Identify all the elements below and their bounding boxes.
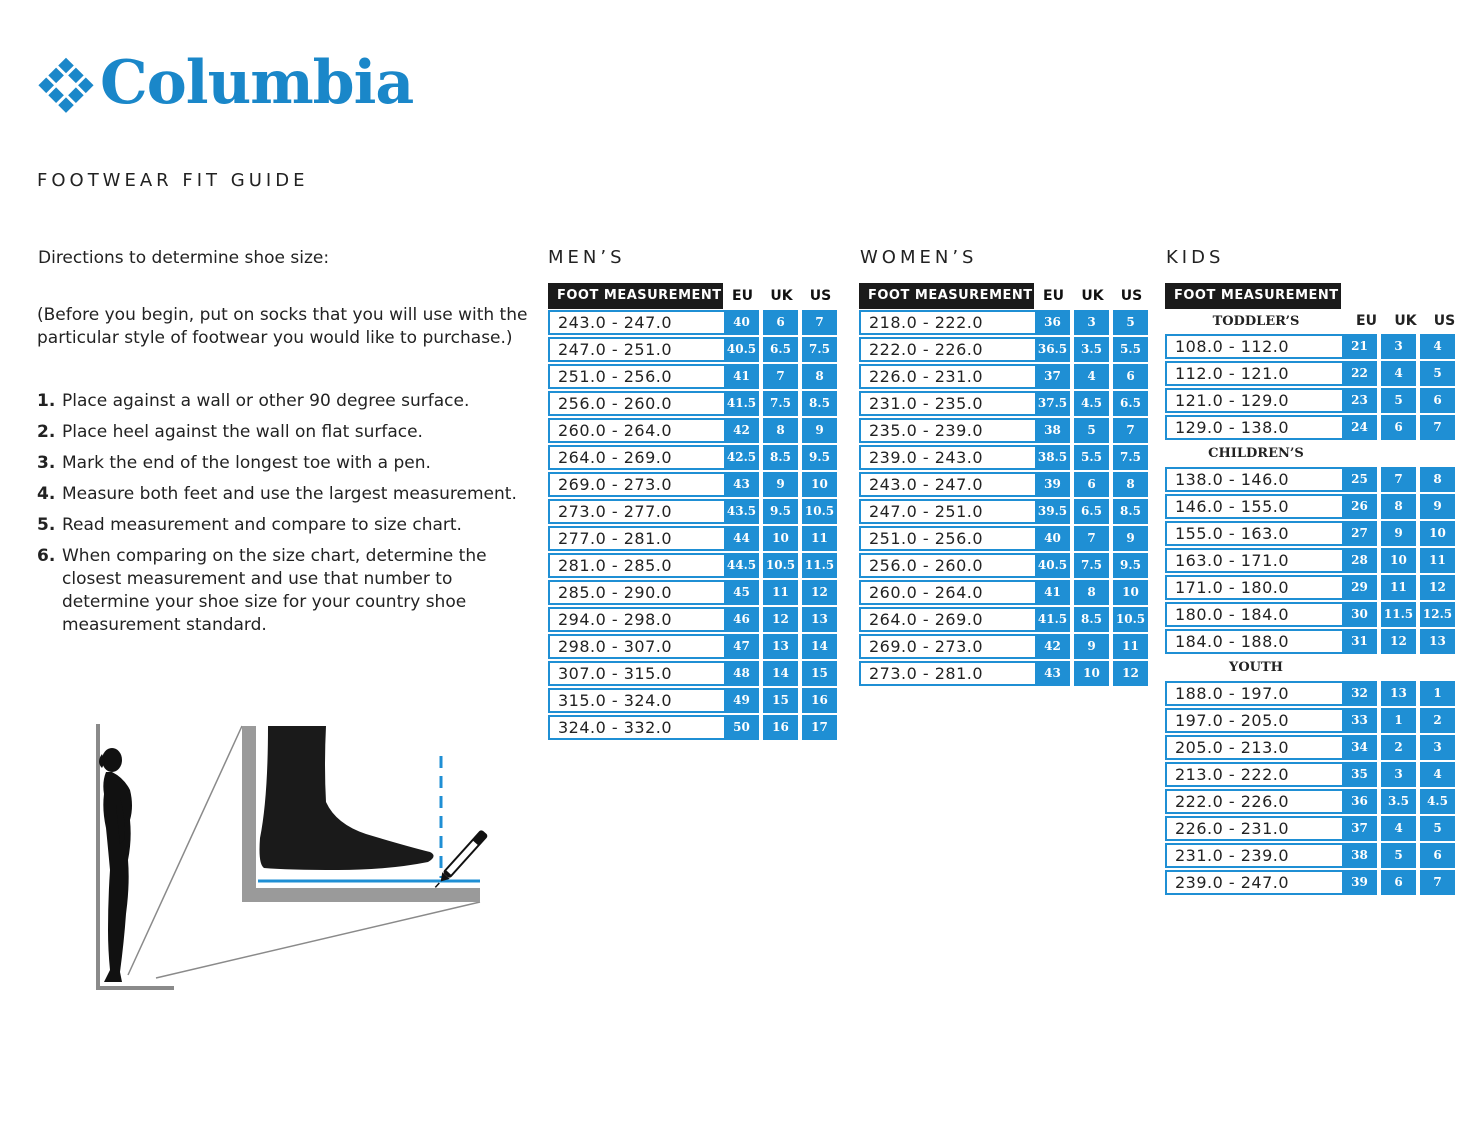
foot-icon (260, 726, 434, 870)
directions-heading: Directions to determine shoe size: (38, 248, 330, 268)
table-row (548, 687, 840, 714)
uk-size-cell: 12 (1381, 629, 1416, 654)
us-size-cell: 7 (1420, 870, 1455, 895)
direction-step (37, 390, 532, 413)
foot-measurement-cell: 251.0 - 256.0 (859, 526, 1035, 551)
us-size-cell: 11 (1420, 548, 1455, 573)
uk-size-cell: 9 (1381, 521, 1416, 546)
eu-size-cell: 25 (1342, 467, 1377, 492)
foot-measurement-cell: 247.0 - 251.0 (859, 499, 1035, 524)
table-row (859, 660, 1151, 687)
table-row (548, 714, 840, 741)
us-size-cell: 10.5 (802, 499, 837, 524)
us-size-cell: 2 (1420, 708, 1455, 733)
table-row (1165, 601, 1464, 628)
uk-size-cell: 7.5 (763, 391, 798, 416)
uk-size-cell: 10 (1381, 548, 1416, 573)
step-text: Place against a wall or other 90 degree surface. (62, 391, 470, 411)
uk-size-cell: 8 (1381, 494, 1416, 519)
step-text: Measure both feet and use the largest measurement. (62, 484, 517, 504)
foot-measurement-cell: 251.0 - 256.0 (548, 364, 724, 389)
table-row (859, 309, 1151, 336)
table-row (859, 552, 1151, 579)
us-size-cell: 8 (1420, 467, 1455, 492)
eu-size-cell: 36 (1342, 789, 1377, 814)
table-row (859, 579, 1151, 606)
table-row (548, 606, 840, 633)
foot-measurement-cell: 285.0 - 290.0 (548, 580, 724, 605)
foot-measurement-cell: 315.0 - 324.0 (548, 688, 724, 713)
foot-measurement-cell: 155.0 - 163.0 (1165, 521, 1342, 546)
eu-size-cell: 44.5 (724, 553, 759, 578)
us-size-cell: 12.5 (1420, 602, 1455, 627)
table-header (859, 283, 1151, 309)
foot-measurement-cell: 256.0 - 260.0 (548, 391, 724, 416)
uk-size-cell: 5 (1381, 388, 1416, 413)
uk-size-cell: 8.5 (1074, 607, 1109, 632)
step-text: Read measurement and compare to size chart. (62, 515, 462, 535)
foot-measurement-cell: 108.0 - 112.0 (1165, 334, 1342, 359)
eu-size-cell: 42 (1035, 634, 1070, 659)
eu-size-cell: 29 (1342, 575, 1377, 600)
us-size-cell: 6.5 (1113, 391, 1148, 416)
eu-size-cell: 47 (724, 634, 759, 659)
foot-measurement-cell: 273.0 - 277.0 (548, 499, 724, 524)
foot-measurement-cell: 243.0 - 247.0 (859, 472, 1035, 497)
us-size-cell: 5.5 (1113, 337, 1148, 362)
foot-measurement-cell: 235.0 - 239.0 (859, 418, 1035, 443)
foot-measurement-cell: 298.0 - 307.0 (548, 634, 724, 659)
step-number: 3. (37, 453, 56, 473)
us-size-cell: 9.5 (1113, 553, 1148, 578)
uk-size-cell: 8 (1074, 580, 1109, 605)
table-row (1165, 493, 1464, 520)
uk-size-cell: 7 (1074, 526, 1109, 551)
header-eu: EU (1356, 313, 1377, 329)
foot-measurement-cell: 218.0 - 222.0 (859, 310, 1035, 335)
us-size-cell: 6 (1113, 364, 1148, 389)
us-size-cell: 16 (802, 688, 837, 713)
us-size-cell: 13 (1420, 629, 1455, 654)
header-foot-measurement: FOOT MEASUREMENT (1165, 283, 1341, 309)
header-eu: EU (1043, 288, 1064, 304)
measurement-illustration (90, 720, 510, 1000)
table-row (1165, 842, 1464, 869)
step-number: 4. (37, 484, 56, 504)
eu-size-cell: 41.5 (724, 391, 759, 416)
us-size-cell: 6 (1420, 843, 1455, 868)
uk-size-cell: 4.5 (1074, 391, 1109, 416)
foot-measurement-cell: 222.0 - 226.0 (1165, 789, 1342, 814)
table-row (548, 579, 840, 606)
us-size-cell: 9.5 (802, 445, 837, 470)
foot-measurement-cell: 231.0 - 235.0 (859, 391, 1035, 416)
table-header (548, 283, 840, 309)
eu-size-cell: 41.5 (1035, 607, 1070, 632)
eu-size-cell: 46 (724, 607, 759, 632)
eu-size-cell: 40 (724, 310, 759, 335)
us-size-cell: 3 (1420, 735, 1455, 760)
foot-measurement-cell: 264.0 - 269.0 (548, 445, 724, 470)
table-row (1165, 680, 1464, 707)
us-size-cell: 17 (802, 715, 837, 740)
foot-measurement-cell: 205.0 - 213.0 (1165, 735, 1342, 760)
foot-measurement-cell: 112.0 - 121.0 (1165, 361, 1342, 386)
foot-measurement-cell: 171.0 - 180.0 (1165, 575, 1342, 600)
eu-size-cell: 24 (1342, 415, 1377, 440)
eu-size-cell: 33 (1342, 708, 1377, 733)
eu-size-cell: 40.5 (724, 337, 759, 362)
uk-size-cell: 5 (1074, 418, 1109, 443)
foot-measurement-cell: 197.0 - 205.0 (1165, 708, 1342, 733)
uk-size-cell: 6 (1381, 415, 1416, 440)
table-row (548, 471, 840, 498)
eu-size-cell: 34 (1342, 735, 1377, 760)
eu-size-cell: 38.5 (1035, 445, 1070, 470)
us-size-cell: 7.5 (802, 337, 837, 362)
uk-size-cell: 10 (1074, 661, 1109, 686)
uk-size-cell: 9 (763, 472, 798, 497)
us-size-cell: 15 (802, 661, 837, 686)
direction-step (37, 545, 532, 637)
step-text: Mark the end of the longest toe with a pen. (62, 453, 431, 473)
uk-size-cell: 15 (763, 688, 798, 713)
table-row (548, 336, 840, 363)
us-size-cell: 9 (1113, 526, 1148, 551)
table-row (1165, 360, 1464, 387)
table-row (859, 390, 1151, 417)
foot-measurement-cell: 269.0 - 273.0 (859, 634, 1035, 659)
us-size-cell: 5 (1420, 816, 1455, 841)
uk-size-cell: 3 (1381, 334, 1416, 359)
kids-group-label: CHILDREN’S (1208, 446, 1304, 461)
uk-size-cell: 13 (1381, 681, 1416, 706)
table-row (859, 606, 1151, 633)
us-size-cell: 10 (1420, 521, 1455, 546)
table-row (859, 498, 1151, 525)
table-row (1165, 734, 1464, 761)
table-row (1165, 387, 1464, 414)
table-row (859, 525, 1151, 552)
eu-size-cell: 37 (1035, 364, 1070, 389)
foot-measurement-cell: 260.0 - 264.0 (859, 580, 1035, 605)
eu-size-cell: 31 (1342, 629, 1377, 654)
eu-size-cell: 32 (1342, 681, 1377, 706)
uk-size-cell: 10 (763, 526, 798, 551)
uk-size-cell: 6 (763, 310, 798, 335)
uk-size-cell: 9 (1074, 634, 1109, 659)
eu-size-cell: 27 (1342, 521, 1377, 546)
foot-measurement-cell: 324.0 - 332.0 (548, 715, 724, 740)
us-size-cell: 4.5 (1420, 789, 1455, 814)
uk-size-cell: 4 (1381, 816, 1416, 841)
eu-size-cell: 43.5 (724, 499, 759, 524)
table-row (548, 444, 840, 471)
table-row (1165, 466, 1464, 493)
eu-size-cell: 37.5 (1035, 391, 1070, 416)
foot-measurement-cell: 239.0 - 247.0 (1165, 870, 1342, 895)
foot-measurement-cell: 180.0 - 184.0 (1165, 602, 1342, 627)
eu-size-cell: 41 (1035, 580, 1070, 605)
direction-step (37, 421, 532, 444)
us-size-cell: 7 (1420, 415, 1455, 440)
eu-size-cell: 39.5 (1035, 499, 1070, 524)
foot-measurement-cell: 243.0 - 247.0 (548, 310, 724, 335)
kids-size-table (1165, 283, 1464, 896)
us-size-cell: 13 (802, 607, 837, 632)
foot-measurement-cell: 307.0 - 315.0 (548, 661, 724, 686)
kids-group-label: TODDLER’S (1212, 313, 1300, 329)
uk-size-cell: 4 (1381, 361, 1416, 386)
uk-size-cell: 11 (1381, 575, 1416, 600)
brand-name: Columbia (100, 48, 414, 118)
eu-size-cell: 39 (1035, 472, 1070, 497)
us-size-cell: 1 (1420, 681, 1455, 706)
table-row (1165, 628, 1464, 655)
eu-size-cell: 23 (1342, 388, 1377, 413)
us-size-cell: 12 (1420, 575, 1455, 600)
uk-size-cell: 3.5 (1074, 337, 1109, 362)
men-section-title: MEN’S (548, 247, 626, 268)
us-size-cell: 12 (802, 580, 837, 605)
uk-size-cell: 3 (1381, 762, 1416, 787)
step-number: 5. (37, 515, 56, 535)
uk-size-cell: 1 (1381, 708, 1416, 733)
eu-size-cell: 38 (1342, 843, 1377, 868)
eu-size-cell: 41 (724, 364, 759, 389)
table-row (1165, 574, 1464, 601)
uk-size-cell: 7 (763, 364, 798, 389)
foot-measurement-cell: 213.0 - 222.0 (1165, 762, 1342, 787)
table-row (548, 525, 840, 552)
direction-step (37, 483, 532, 506)
table-row (1165, 788, 1464, 815)
foot-measurement-cell: 121.0 - 129.0 (1165, 388, 1342, 413)
foot-measurement-cell: 231.0 - 239.0 (1165, 843, 1342, 868)
foot-measurement-cell: 138.0 - 146.0 (1165, 467, 1342, 492)
uk-size-cell: 6.5 (763, 337, 798, 362)
table-row (1165, 707, 1464, 734)
foot-measurement-cell: 188.0 - 197.0 (1165, 681, 1342, 706)
uk-size-cell: 8.5 (763, 445, 798, 470)
kids-section-title: KIDS (1166, 247, 1225, 268)
table-row (548, 660, 840, 687)
table-row (859, 444, 1151, 471)
header-foot-measurement: FOOT MEASUREMENT (859, 283, 1034, 309)
header-us: US (809, 288, 832, 304)
eu-size-cell: 42.5 (724, 445, 759, 470)
uk-size-cell: 13 (763, 634, 798, 659)
foot-measurement-cell: 256.0 - 260.0 (859, 553, 1035, 578)
table-row (548, 390, 840, 417)
table-row (1165, 414, 1464, 441)
header-foot-measurement: FOOT MEASUREMENT (548, 283, 723, 309)
table-row (859, 336, 1151, 363)
eu-size-cell: 35 (1342, 762, 1377, 787)
foot-measurement-cell: 129.0 - 138.0 (1165, 415, 1342, 440)
eu-size-cell: 48 (724, 661, 759, 686)
columbia-diamond-icon (34, 54, 98, 118)
table-row (859, 363, 1151, 390)
us-size-cell: 11.5 (802, 553, 837, 578)
us-size-cell: 8.5 (802, 391, 837, 416)
us-size-cell: 8 (1113, 472, 1148, 497)
us-size-cell: 7 (802, 310, 837, 335)
step-text: Place heel against the wall on flat surface. (62, 422, 423, 442)
eu-size-cell: 36 (1035, 310, 1070, 335)
us-size-cell: 11 (802, 526, 837, 551)
eu-size-cell: 39 (1342, 870, 1377, 895)
table-row (548, 309, 840, 336)
table-row (1165, 333, 1464, 360)
us-size-cell: 11 (1113, 634, 1148, 659)
us-size-cell: 9 (802, 418, 837, 443)
eu-size-cell: 43 (1035, 661, 1070, 686)
foot-measurement-cell: 146.0 - 155.0 (1165, 494, 1342, 519)
table-row (548, 633, 840, 660)
header-us: US (1120, 288, 1143, 304)
uk-size-cell: 10.5 (763, 553, 798, 578)
foot-measurement-cell: 226.0 - 231.0 (1165, 816, 1342, 841)
uk-size-cell: 3 (1074, 310, 1109, 335)
women-size-table (859, 283, 1151, 687)
page-title: FOOTWEAR FIT GUIDE (37, 170, 309, 191)
eu-size-cell: 42 (724, 418, 759, 443)
foot-measurement-cell: 294.0 - 298.0 (548, 607, 724, 632)
uk-size-cell: 7.5 (1074, 553, 1109, 578)
table-header (1165, 283, 1464, 309)
step-text: When comparing on the size chart, determine the closest measurement and use that number to determine your shoe size for your country shoe measurement standard. (62, 546, 487, 635)
eu-size-cell: 21 (1342, 334, 1377, 359)
foot-measurement-cell: 264.0 - 269.0 (859, 607, 1035, 632)
eu-size-cell: 40 (1035, 526, 1070, 551)
header-uk: UK (1394, 313, 1417, 329)
us-size-cell: 10 (802, 472, 837, 497)
eu-size-cell: 44 (724, 526, 759, 551)
foot-measurement-cell: 269.0 - 273.0 (548, 472, 724, 497)
uk-size-cell: 3.5 (1381, 789, 1416, 814)
uk-size-cell: 14 (763, 661, 798, 686)
eu-size-cell: 43 (724, 472, 759, 497)
us-size-cell: 8.5 (1113, 499, 1148, 524)
kids-group-label: YOUTH (1229, 660, 1283, 675)
men-size-table (548, 283, 840, 741)
table-row (859, 417, 1151, 444)
eu-size-cell: 28 (1342, 548, 1377, 573)
uk-size-cell: 5.5 (1074, 445, 1109, 470)
directions-note: (Before you begin, put on socks that you will use with the particular style of footwear you would like to purchase.) (37, 305, 528, 348)
eu-size-cell: 49 (724, 688, 759, 713)
foot-measurement-cell: 247.0 - 251.0 (548, 337, 724, 362)
us-size-cell: 5 (1420, 361, 1455, 386)
foot-measurement-cell: 222.0 - 226.0 (859, 337, 1035, 362)
directions-steps (37, 390, 532, 645)
us-size-cell: 12 (1113, 661, 1148, 686)
uk-size-cell: 8 (763, 418, 798, 443)
header-uk: UK (770, 288, 793, 304)
us-size-cell: 7.5 (1113, 445, 1148, 470)
uk-size-cell: 6 (1381, 870, 1416, 895)
table-row (1165, 547, 1464, 574)
eu-size-cell: 22 (1342, 361, 1377, 386)
foot-measurement-cell: 184.0 - 188.0 (1165, 629, 1342, 654)
foot-measurement-cell: 260.0 - 264.0 (548, 418, 724, 443)
table-row (1165, 815, 1464, 842)
foot-measurement-cell: 239.0 - 243.0 (859, 445, 1035, 470)
us-size-cell: 5 (1113, 310, 1148, 335)
table-row (1165, 520, 1464, 547)
woman-silhouette-icon (99, 748, 132, 982)
table-row (1165, 869, 1464, 896)
step-number: 1. (37, 391, 56, 411)
kids-subheader (1165, 309, 1464, 333)
us-size-cell: 6 (1420, 388, 1455, 413)
direction-step (37, 514, 532, 537)
us-size-cell: 7 (1113, 418, 1148, 443)
uk-size-cell: 5 (1381, 843, 1416, 868)
header-us: US (1433, 313, 1456, 329)
header-eu: EU (732, 288, 753, 304)
foot-measurement-cell: 281.0 - 285.0 (548, 553, 724, 578)
table-row (859, 471, 1151, 498)
eu-size-cell: 40.5 (1035, 553, 1070, 578)
uk-size-cell: 11 (763, 580, 798, 605)
us-size-cell: 9 (1420, 494, 1455, 519)
eu-size-cell: 38 (1035, 418, 1070, 443)
step-number: 6. (37, 546, 56, 566)
women-section-title: WOMEN’S (860, 247, 978, 268)
uk-size-cell: 7 (1381, 467, 1416, 492)
foot-measurement-cell: 277.0 - 281.0 (548, 526, 724, 551)
eu-size-cell: 37 (1342, 816, 1377, 841)
uk-size-cell: 4 (1074, 364, 1109, 389)
us-size-cell: 14 (802, 634, 837, 659)
us-size-cell: 10.5 (1113, 607, 1148, 632)
foot-measurement-cell: 226.0 - 231.0 (859, 364, 1035, 389)
uk-size-cell: 9.5 (763, 499, 798, 524)
table-row (548, 363, 840, 390)
uk-size-cell: 11.5 (1381, 602, 1416, 627)
step-number: 2. (37, 422, 56, 442)
table-row (548, 498, 840, 525)
us-size-cell: 4 (1420, 334, 1455, 359)
eu-size-cell: 30 (1342, 602, 1377, 627)
uk-size-cell: 16 (763, 715, 798, 740)
us-size-cell: 4 (1420, 762, 1455, 787)
uk-size-cell: 2 (1381, 735, 1416, 760)
table-row (548, 552, 840, 579)
uk-size-cell: 12 (763, 607, 798, 632)
uk-size-cell: 6.5 (1074, 499, 1109, 524)
header-uk: UK (1081, 288, 1104, 304)
table-row (548, 417, 840, 444)
foot-measurement-cell: 273.0 - 281.0 (859, 661, 1035, 686)
us-size-cell: 10 (1113, 580, 1148, 605)
direction-step (37, 452, 532, 475)
us-size-cell: 8 (802, 364, 837, 389)
eu-size-cell: 36.5 (1035, 337, 1070, 362)
foot-measurement-cell: 163.0 - 171.0 (1165, 548, 1342, 573)
eu-size-cell: 26 (1342, 494, 1377, 519)
eu-size-cell: 45 (724, 580, 759, 605)
table-row (859, 633, 1151, 660)
table-row (1165, 761, 1464, 788)
uk-size-cell: 6 (1074, 472, 1109, 497)
eu-size-cell: 50 (724, 715, 759, 740)
